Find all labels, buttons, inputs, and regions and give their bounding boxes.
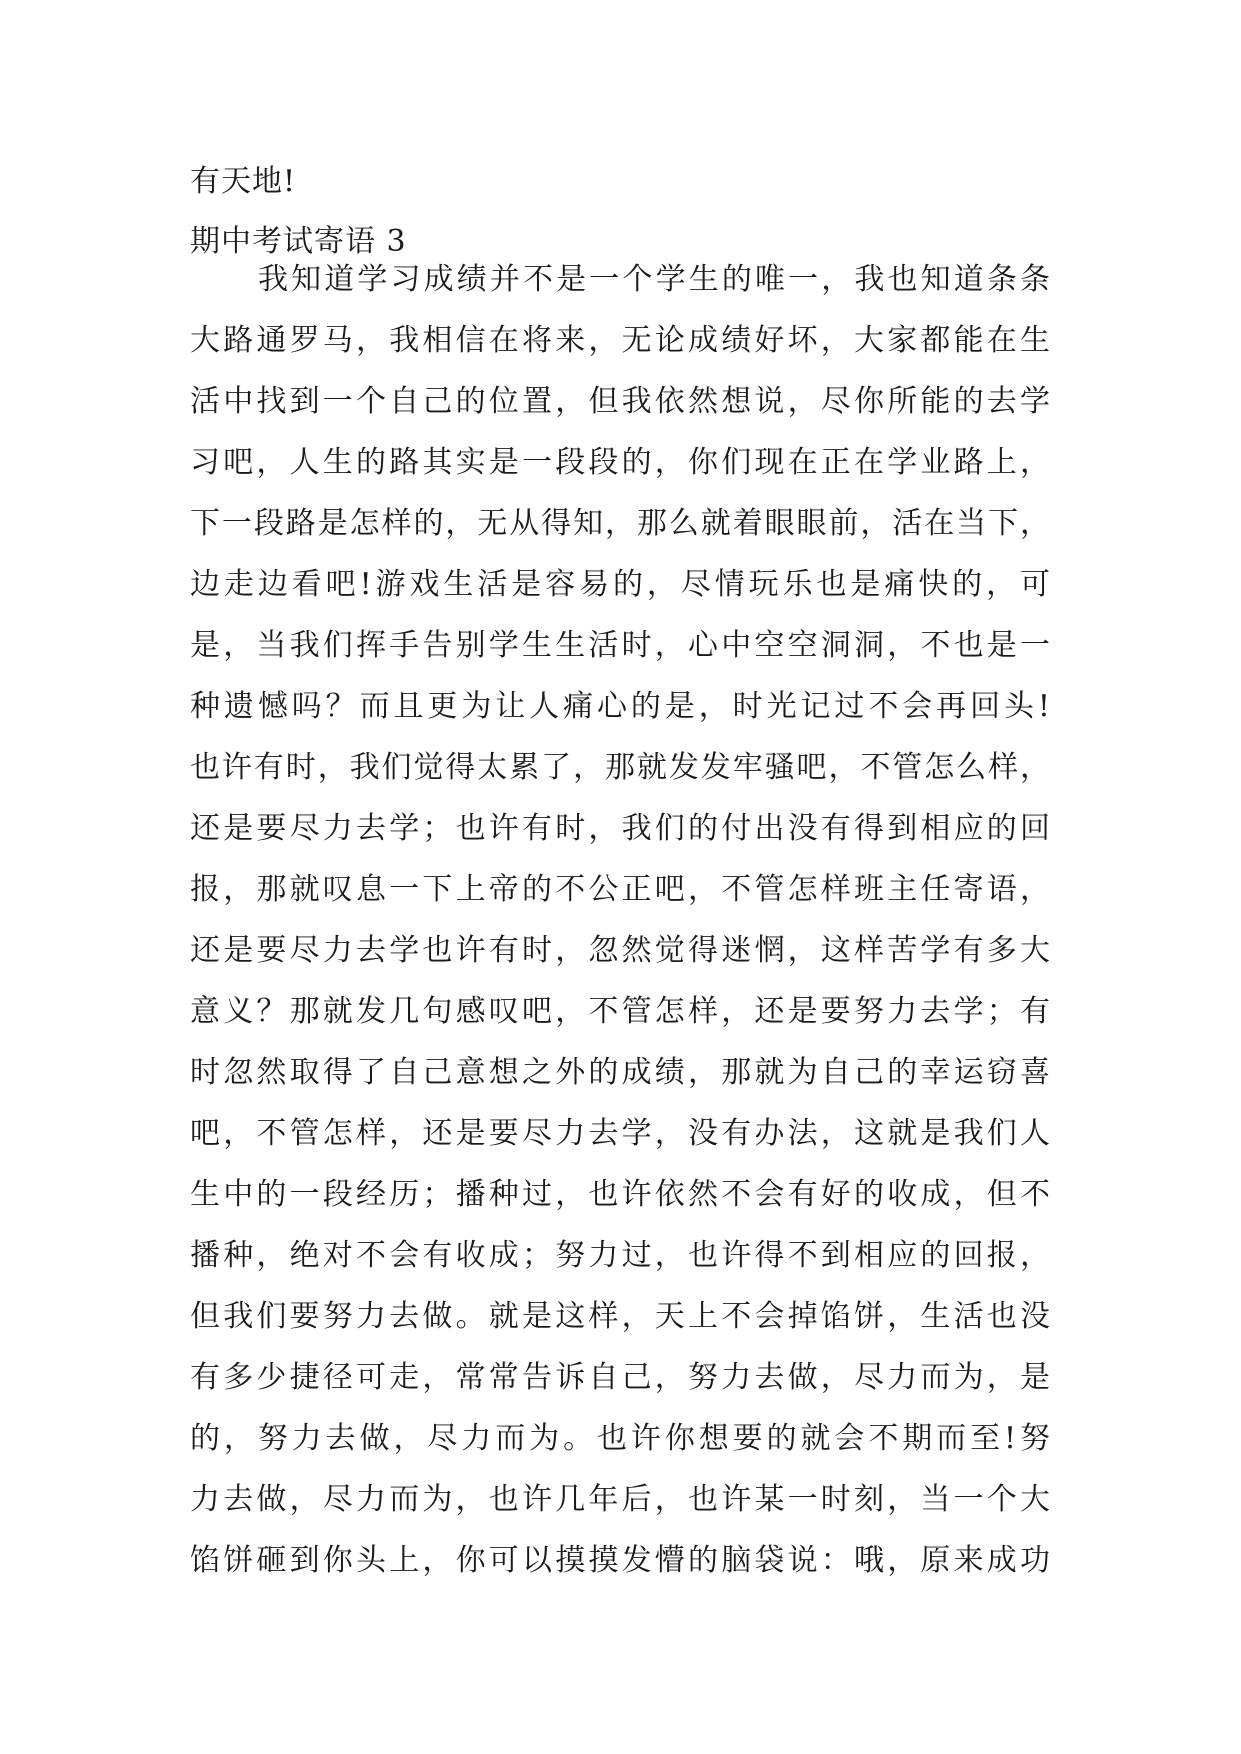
paragraph-line: 边走边看吧!游戏生活是容易的，尽情玩乐也是痛快的，可 <box>190 567 1050 602</box>
paragraph-line: 大路通罗马，我相信在将来，无论成绩好坏，大家都能在生 <box>190 323 1050 358</box>
paragraph-line: 是，当我们挥手告别学生生活时，心中空空洞洞，不也是一 <box>190 628 1050 663</box>
paragraph-line: 种遗憾吗？而且更为让人痛心的是，时光记过不会再回头! <box>190 689 1050 724</box>
paragraph-line: 时忽然取得了自己意想之外的成绩，那就为自己的幸运窃喜 <box>190 1055 1050 1090</box>
paragraph-line: 活中找到一个自己的位置，但我依然想说，尽你所能的去学 <box>190 384 1050 419</box>
paragraph-line: 习吧，人生的路其实是一段段的，你们现在正在学业路上， <box>190 445 1050 480</box>
paragraph-line: 力去做，尽力而为，也许几年后，也许某一时刻，当一个大 <box>190 1482 1050 1517</box>
paragraph-line: 有多少捷径可走，常常告诉自己，努力去做，尽力而为，是 <box>190 1360 1050 1395</box>
paragraph-line: 生中的一段经历；播种过，也许依然不会有好的收成，但不 <box>190 1177 1050 1212</box>
paragraph-line: 意义？那就发几句感叹吧，不管怎样，还是要努力去学；有 <box>190 994 1050 1029</box>
paragraph-line: 还是要尽力去学也许有时，忽然觉得迷惘，这样苦学有多大 <box>190 933 1050 968</box>
paragraph-line: 也许有时，我们觉得太累了，那就发发牢骚吧，不管怎么样， <box>190 750 1050 785</box>
paragraph-line: 报，那就叹息一下上帝的不公正吧，不管怎样班主任寄语， <box>190 872 1050 907</box>
paragraph-line: 馅饼砸到你头上，你可以摸摸发懵的脑袋说：哦，原来成功 <box>190 1543 1050 1578</box>
paragraph-line: 我知道学习成绩并不是一个学生的唯一，我也知道条条 <box>258 262 1050 297</box>
paragraph-line: 还是要尽力去学；也许有时，我们的付出没有得到相应的回 <box>190 811 1050 846</box>
paragraph-line: 的，努力去做，尽力而为。也许你想要的就会不期而至!努 <box>190 1421 1050 1456</box>
paragraph-line: 下一段路是怎样的，无从得知，那么就着眼眼前，活在当下， <box>190 506 1050 541</box>
paragraph-line: 吧，不管怎样，还是要尽力去学，没有办法，这就是我们人 <box>190 1116 1050 1151</box>
section-title: 期中考试寄语 3 <box>190 224 407 259</box>
paragraph <box>190 249 1050 1591</box>
paragraph-line: 播种，绝对不会有收成；努力过，也许得不到相应的回报， <box>190 1238 1050 1273</box>
paragraph-line: 但我们要努力去做。就是这样，天上不会掉馅饼，生活也没 <box>190 1299 1050 1334</box>
continuation-line: 有天地! <box>190 164 297 199</box>
